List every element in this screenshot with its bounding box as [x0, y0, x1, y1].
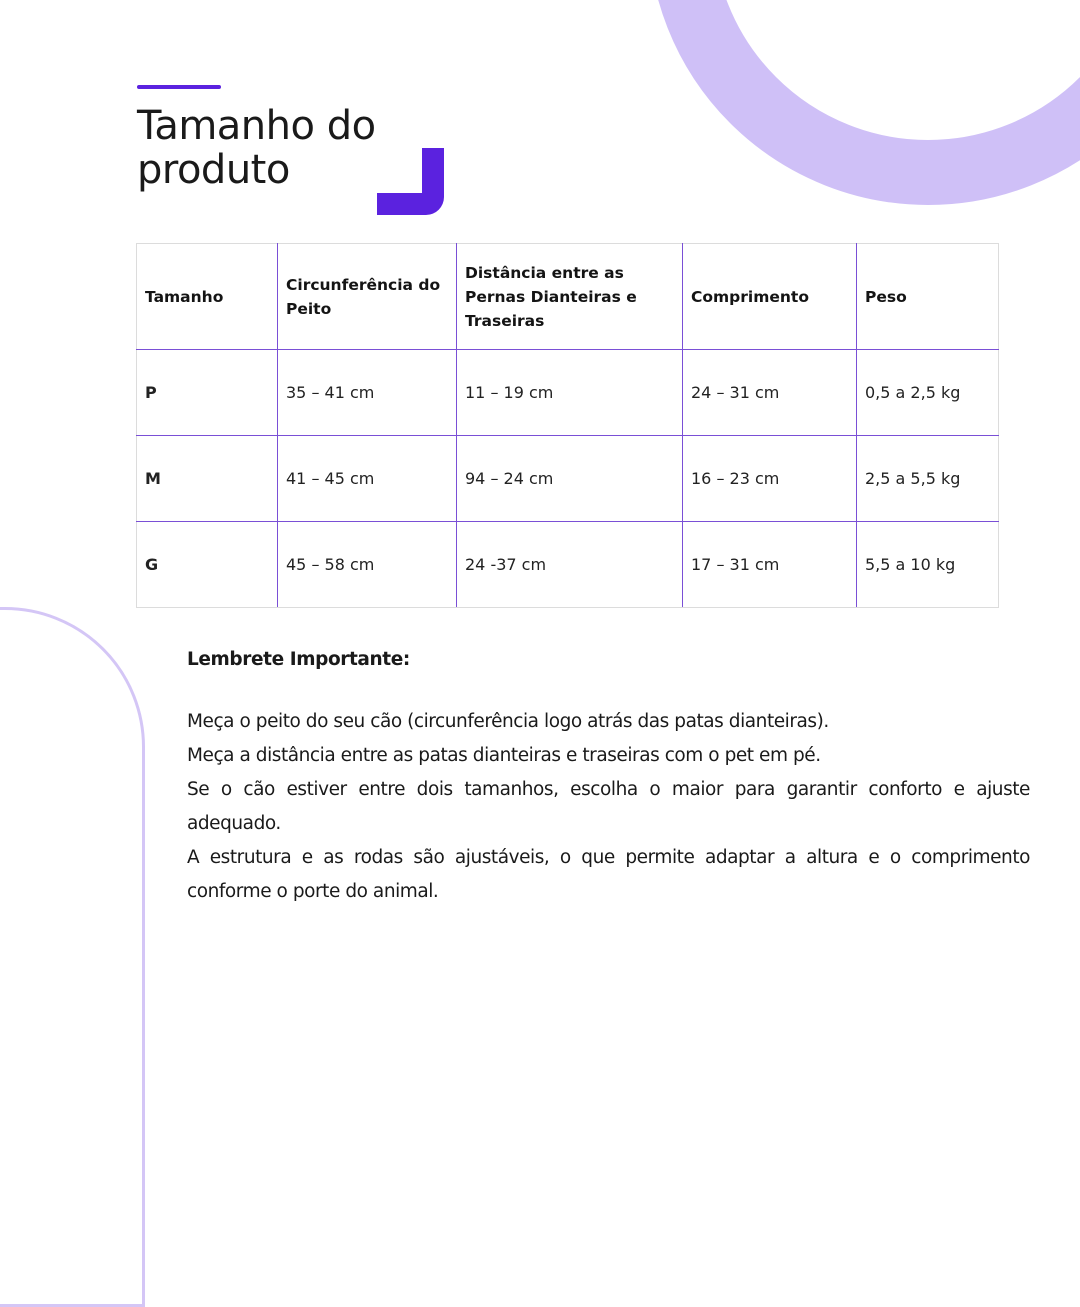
title-accent-line: [137, 85, 221, 89]
cell-chest: 41 – 45 cm: [278, 436, 457, 522]
cell-leg-distance: 24 -37 cm: [457, 522, 683, 608]
reminder-line: Meça o peito do seu cão (circunferência logo atrás das patas dianteiras).: [187, 711, 829, 732]
header-length: Comprimento: [683, 244, 857, 350]
cell-leg-distance: 11 – 19 cm: [457, 350, 683, 436]
cell-weight: 2,5 a 5,5 kg: [857, 436, 999, 522]
cell-length: 16 – 23 cm: [683, 436, 857, 522]
cell-weight: 0,5 a 2,5 kg: [857, 350, 999, 436]
cell-chest: 35 – 41 cm: [278, 350, 457, 436]
table-row: [137, 350, 999, 436]
page-title-line-2: produto: [137, 147, 290, 193]
cell-weight: 5,5 a 10 kg: [857, 522, 999, 608]
page-title: [137, 104, 376, 192]
table-row: [137, 522, 999, 608]
corner-bracket-icon: [377, 148, 444, 215]
reminder-line: Se o cão estiver entre dois tamanhos, escolha o maior para garantir conforto e ajuste adequado.: [187, 779, 1030, 834]
cell-size: M: [137, 436, 278, 522]
header-chest: Circunferência do Peito: [278, 244, 457, 350]
size-table: [136, 243, 999, 608]
header-size: Tamanho: [137, 244, 278, 350]
decorative-curve: [0, 607, 145, 1307]
cell-length: 17 – 31 cm: [683, 522, 857, 608]
reminder-heading: Lembrete Importante:: [187, 649, 410, 670]
cell-size: G: [137, 522, 278, 608]
reminder-section: [187, 646, 1030, 909]
cell-size: P: [137, 350, 278, 436]
header-leg-distance: Distância entre as Pernas Dianteiras e Traseiras: [457, 244, 683, 350]
table-row: [137, 436, 999, 522]
cell-leg-distance: 94 – 24 cm: [457, 436, 683, 522]
cell-length: 24 – 31 cm: [683, 350, 857, 436]
reminder-line: Meça a distância entre as patas dianteiras e traseiras com o pet em pé.: [187, 745, 821, 766]
page-title-line-1: Tamanho do: [137, 103, 376, 149]
cell-chest: 45 – 58 cm: [278, 522, 457, 608]
header-weight: Peso: [857, 244, 999, 350]
decorative-ring: [648, 0, 1080, 205]
reminder-line: A estrutura e as rodas são ajustáveis, o que permite adaptar a altura e o comprimento conforme o porte do animal.: [187, 847, 1030, 902]
table-header-row: [137, 244, 999, 350]
